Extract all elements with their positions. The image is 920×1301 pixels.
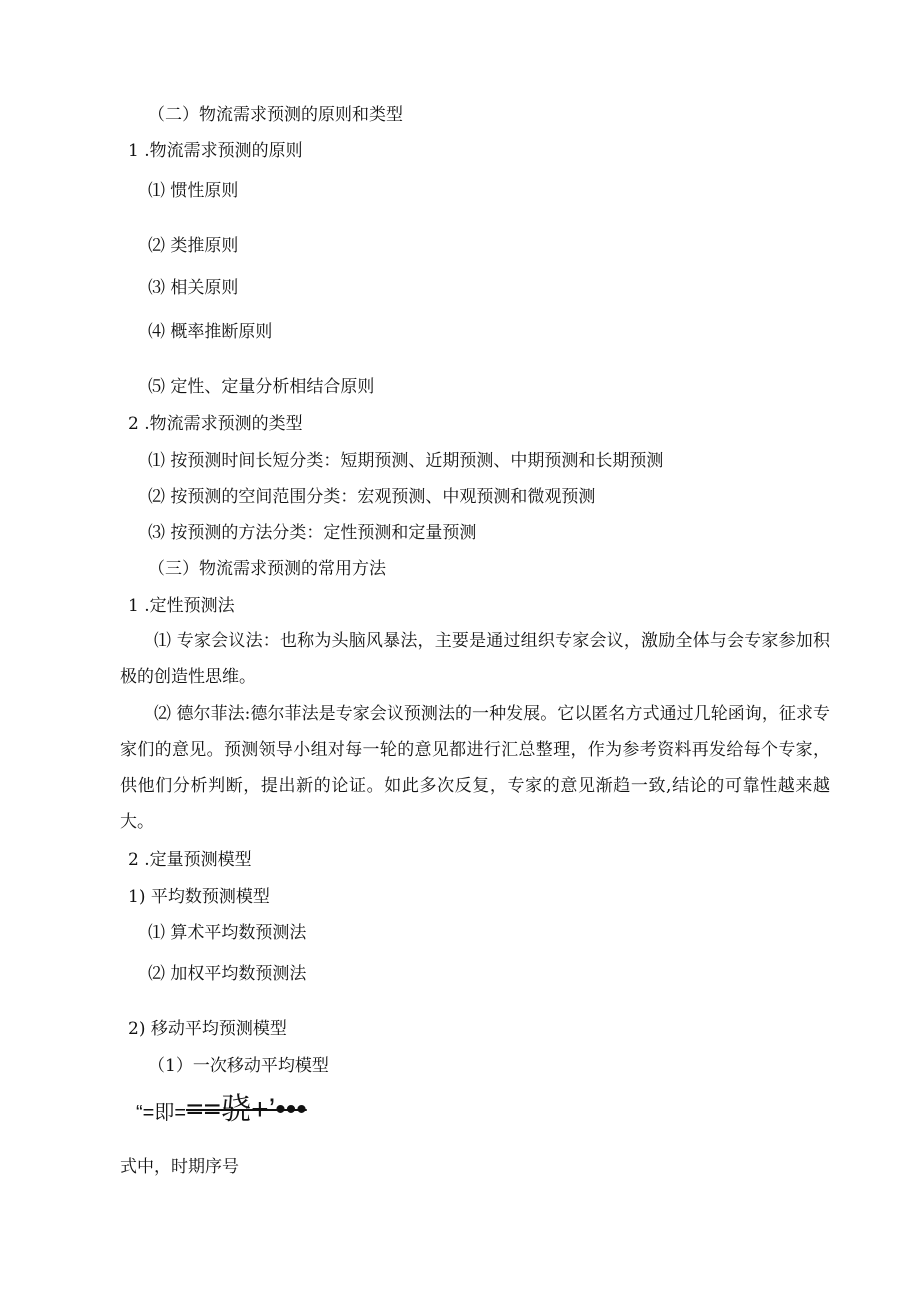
formula-left: “=即=: [136, 1102, 187, 1124]
paragraph-expert-meeting: ⑴ 专家会议法：也称为头脑风暴法，主要是通过组织专家会议，激励全体与会专家参加积极的创造性思维。: [120, 631, 830, 687]
section-heading-2: （二）物流需求预测的原则和类型: [148, 105, 403, 125]
formula-right: ==骁+’•••: [186, 1093, 307, 1126]
subheading-principles: 1 .物流需求预测的原则: [128, 141, 303, 161]
list-item: （1）一次移动平均模型: [148, 1056, 329, 1076]
formula: [136, 1092, 307, 1133]
section-heading-3: （三）物流需求预测的常用方法: [148, 559, 386, 579]
list-item: ⑶ 按预测的方法分类：定性预测和定量预测: [148, 523, 477, 543]
list-item: ⑴ 算术平均数预测法: [148, 923, 307, 943]
paragraph-delphi: ⑵ 德尔菲法:德尔菲法是专家会议预测法的一种发展。它以匿名方式通过几轮函询，征求专家们的意见。预测领导小组对每一轮的意见都进行汇总整理，作为参考资料再发给每个专家，供他们分析判断，提出新的论证。如此多次反复，专家的意见渐趋一致,结论的可靠性越来越大。: [120, 704, 830, 832]
formula-note: 式中，时期序号: [120, 1157, 239, 1177]
list-item: ⑵ 按预测的空间范围分类：宏观预测、中观预测和微观预测: [148, 487, 596, 507]
subheading-qualitative: 1 .定性预测法: [128, 596, 235, 616]
subheading-average: 1) 平均数预测模型: [128, 887, 270, 907]
list-item: ⑴ 按预测时间长短分类：短期预测、近期预测、中期预测和长期预测: [148, 451, 664, 471]
list-item: ⑸ 定性、定量分析相结合原则: [148, 377, 375, 397]
list-item: ⑴ 惯性原则: [148, 181, 239, 201]
list-item: ⑵ 加权平均数预测法: [148, 964, 307, 984]
subheading-types: 2 .物流需求预测的类型: [128, 414, 303, 434]
list-item: ⑵ 类推原则: [148, 236, 239, 256]
list-item: ⑶ 相关原则: [148, 278, 239, 298]
subheading-moving-average: 2) 移动平均预测模型: [128, 1019, 287, 1039]
subheading-quantitative: 2 .定量预测模型: [128, 850, 252, 870]
list-item: ⑷ 概率推断原则: [148, 322, 273, 342]
